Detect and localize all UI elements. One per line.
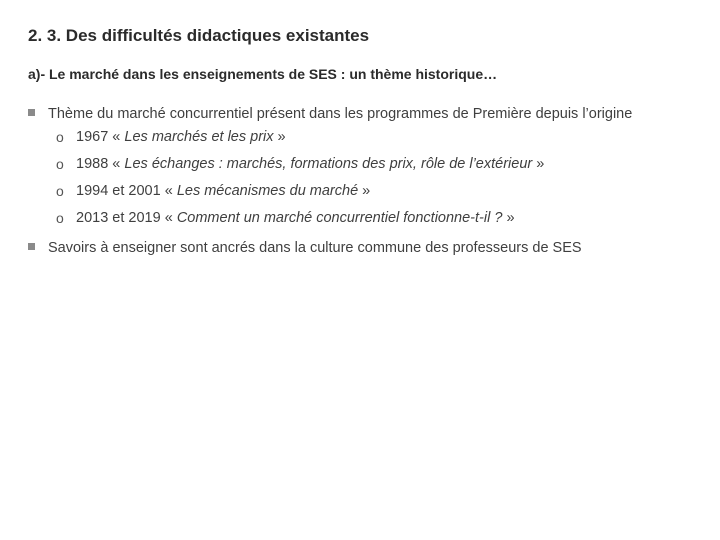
sub-bullet-list [48, 127, 678, 229]
bullet-item [28, 104, 678, 229]
slide-title: 2. 3. Des difficultés didactiques existantes [28, 26, 370, 45]
close-quote: » [277, 129, 286, 145]
close-quote: » [362, 183, 371, 199]
program-years: 1994 et 2001 [76, 183, 161, 199]
program-years: 2013 et 2019 [76, 210, 161, 226]
bullet-list [28, 104, 678, 259]
square-bullet-icon [28, 243, 35, 250]
section-subtitle: a)- Le marché dans les enseignements de SES : un thème historique… [28, 66, 498, 82]
program-title: Les échanges : marchés, formations des prix, rôle de l’extérieur [124, 156, 533, 172]
bullet-text: Thème du marché concurrentiel présent dans les programmes de Première depuis l’origine [48, 106, 633, 122]
circle-bullet-icon: o [56, 210, 64, 226]
circle-bullet-icon: o [56, 129, 64, 145]
circle-bullet-icon: o [56, 183, 64, 199]
square-bullet-icon [28, 109, 35, 116]
circle-bullet-icon: o [56, 156, 64, 172]
program-title: Les marchés et les prix [124, 129, 274, 145]
program-years: 1988 [76, 156, 109, 172]
close-quote: » [536, 156, 545, 172]
open-quote: « [112, 156, 121, 172]
sub-bullet-item [48, 154, 678, 175]
close-quote: » [506, 210, 515, 226]
program-title: Les mécanismes du marché [176, 183, 359, 199]
program-title: Comment un marché concurrentiel fonctionne-t-il ? [176, 210, 503, 226]
sub-bullet-item [48, 181, 678, 202]
open-quote: « [164, 183, 173, 199]
bullet-item [28, 238, 678, 259]
program-years: 1967 [76, 129, 109, 145]
sub-bullet-item [48, 127, 678, 148]
sub-bullet-item [48, 208, 678, 229]
bullet-text: Savoirs à enseigner sont ancrés dans la culture commune des professeurs de SES [48, 240, 582, 256]
open-quote: « [112, 129, 121, 145]
open-quote: « [164, 210, 173, 226]
